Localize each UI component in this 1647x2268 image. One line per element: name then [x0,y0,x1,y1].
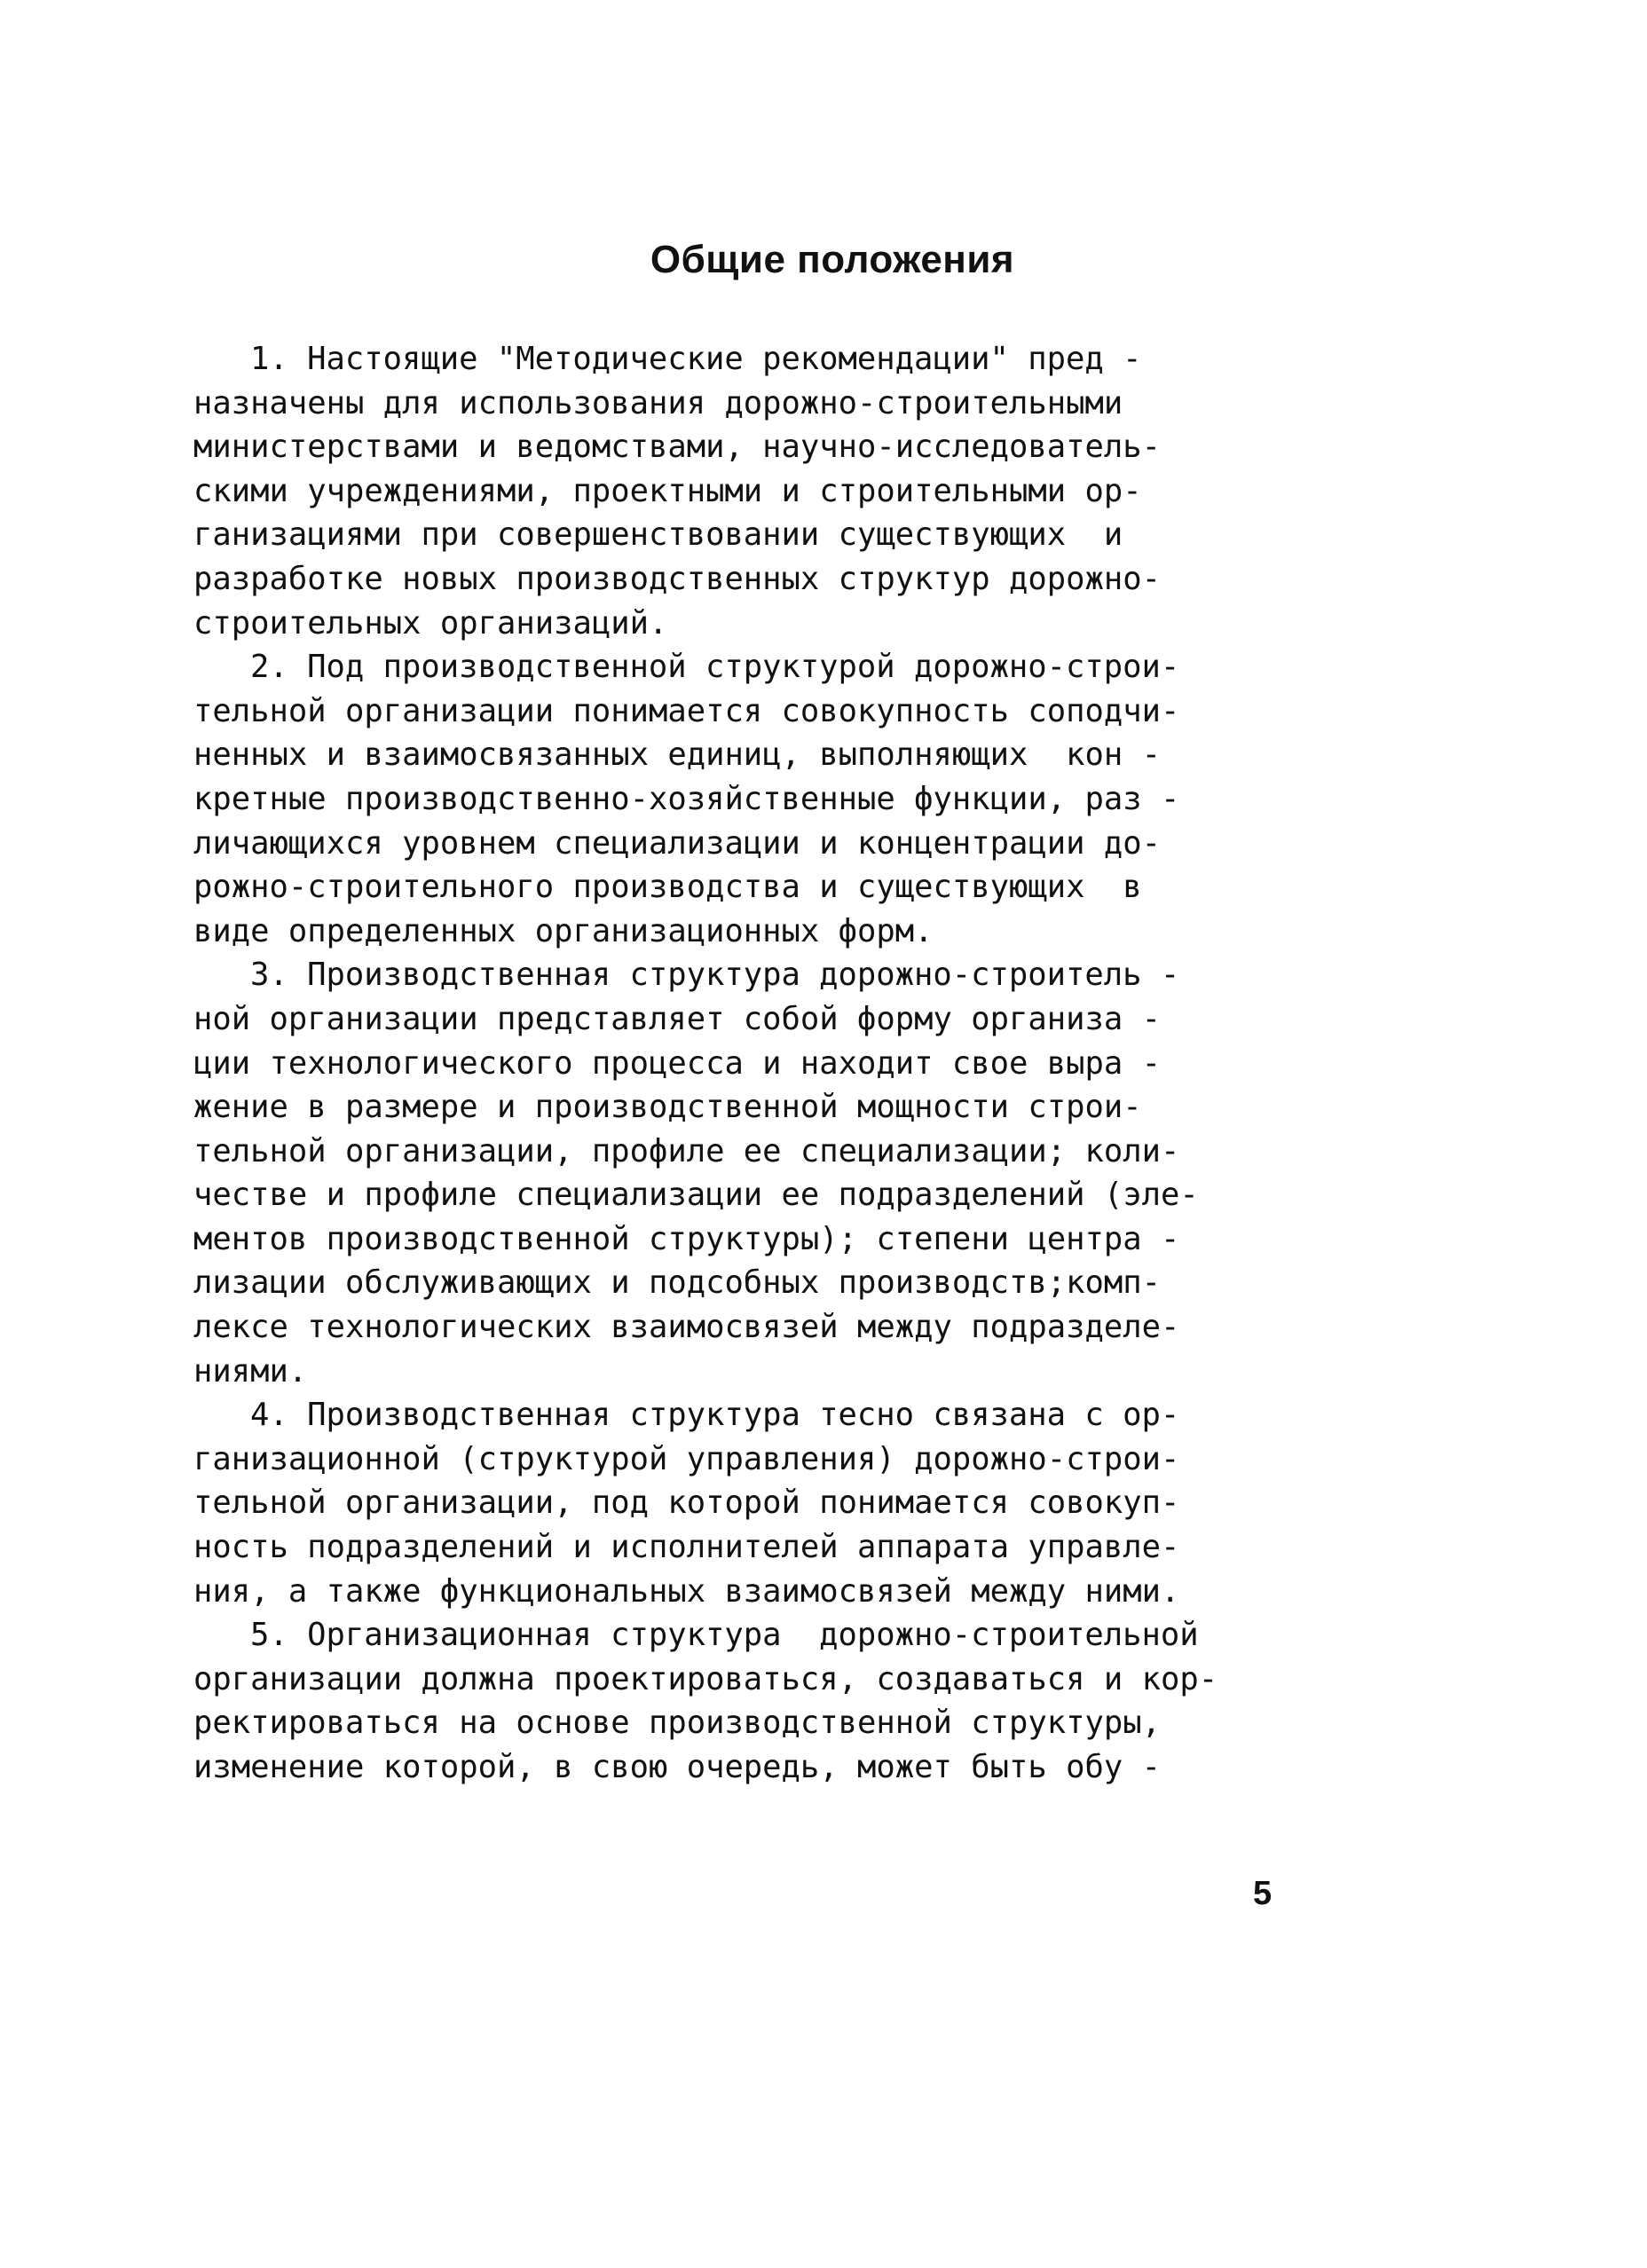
text-line: министерствами и ведомствами, научно-исследователь- [193,429,1162,466]
text-line: 2. Под производственной структурой дорожно-строи- [250,649,1180,686]
text-line: 3. Производственная структура дорожно-строитель - [250,957,1180,994]
text-line: ганизациями при совершенствовании существующих и [193,516,1123,554]
text-line: ной организации представляет собой форму организа - [193,1000,1162,1037]
text-line: виде определенных организационных форм. [193,912,934,949]
text-line: изменение которой, в свою очередь, может быть обу - [193,1749,1162,1785]
text-line: ции технологического процесса и находит свое выра - [193,1044,1162,1082]
text-line: разработке новых производственных структур дорожно- [193,560,1162,597]
text-line: ния, а также функциональных взаимосвязей между ними. [193,1572,1180,1610]
text-line: строительных организаций. [193,604,668,642]
paragraph-4 [193,1393,1320,1613]
page-number: 5 [1253,1875,1273,1912]
text-line: тельной организации понимается совокупность соподчи- [193,692,1180,729]
paragraph-1 [193,337,1320,645]
text-line: ментов производственной структуры); степени центра - [193,1220,1180,1257]
text-line: лизации обслуживающих и подсобных производств;комп- [193,1264,1162,1302]
text-line: 5. Организационная структура дорожно-строительной [250,1617,1199,1654]
text-line: организации должна проектироваться, создаваться и кор- [193,1660,1218,1697]
section-title: Общие положения [650,238,1015,281]
text-line: тельной организации, профиле ее специализации; коли- [193,1132,1180,1169]
text-line: честве и профиле специализации ее подразделений (эле- [193,1177,1199,1214]
paragraph-2 [193,645,1320,953]
text-line: жение в размере и производственной мощности строи- [193,1089,1142,1126]
text-line: ректироваться на основе производственной структуры, [193,1705,1162,1742]
document-body [193,337,1320,1790]
text-line: рожно-строительного производства и существующих в [193,869,1142,906]
text-line: тельной организации, под которой понимается совокуп- [193,1484,1180,1522]
text-line: 1. Настоящие "Методические рекомендации" пред - [250,341,1142,377]
text-line: ность подразделений и исполнителей аппарата управле- [193,1529,1180,1566]
text-line: скими учреждениями, проектными и строительными ор- [193,472,1142,509]
text-line: кретные производственно-хозяйственные функции, раз - [193,780,1180,817]
text-line: назначены для использования дорожно-строительными [193,384,1123,421]
text-line: 4. Производственная структура тесно связана с ор- [250,1397,1180,1434]
paragraph-5 [193,1613,1320,1789]
text-line: ниями. [193,1352,308,1390]
text-line: личающихся уровнем специализации и концентрации до- [193,824,1162,862]
text-line: лексе технологических взаимосвязей между подразделе- [193,1309,1180,1346]
text-line: ганизационной (структурой управления) дорожно-строи- [193,1440,1180,1477]
paragraph-3 [193,953,1320,1393]
text-line: ненных и взаимосвязанных единиц, выполняющих кон - [193,736,1162,774]
